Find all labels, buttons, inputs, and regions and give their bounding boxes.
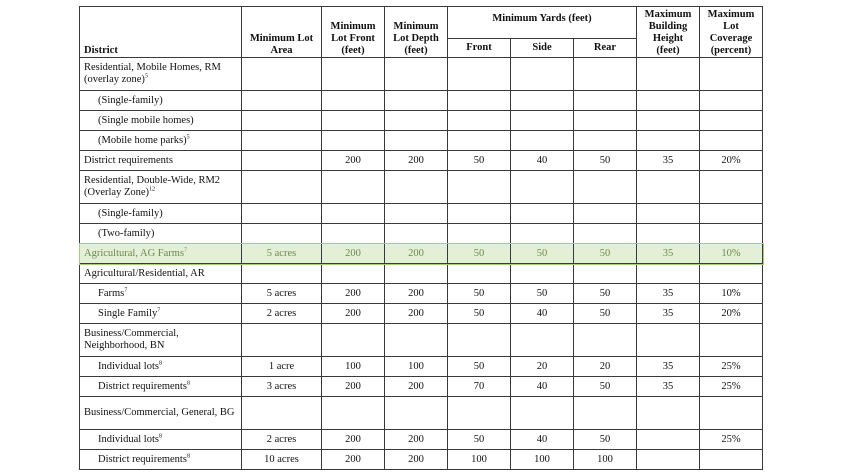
table-row bbox=[80, 204, 763, 224]
table-row bbox=[80, 264, 763, 284]
district-label: District requirements$^8$ bbox=[80, 377, 242, 397]
cell-max-coverage: 25% bbox=[700, 377, 763, 397]
cell-min-lot-depth bbox=[385, 58, 448, 91]
cell-yard-side bbox=[511, 131, 574, 151]
cell-max-coverage: 25% bbox=[700, 357, 763, 377]
cell-min-lot-depth: 100 bbox=[385, 357, 448, 377]
cell-yard-rear bbox=[574, 111, 637, 131]
cell-yard-side: 40 bbox=[511, 430, 574, 450]
cell-min-lot-front bbox=[322, 224, 385, 244]
cell-min-lot-depth: 200 bbox=[385, 151, 448, 171]
cell-min-lot-front bbox=[322, 131, 385, 151]
cell-min-lot-depth bbox=[385, 264, 448, 284]
cell-min-lot-depth bbox=[385, 397, 448, 430]
cell-min-lot-area bbox=[242, 264, 322, 284]
cell-min-lot-area: 2 acres bbox=[242, 430, 322, 450]
district-label: (Single-family) bbox=[80, 91, 242, 111]
cell-yard-front: 50 bbox=[448, 244, 511, 264]
cell-yard-rear bbox=[574, 91, 637, 111]
cell-max-coverage: 10% bbox=[700, 244, 763, 264]
cell-min-lot-area bbox=[242, 131, 322, 151]
cell-min-lot-area bbox=[242, 324, 322, 357]
cell-max-coverage: 25% bbox=[700, 430, 763, 450]
table-row bbox=[80, 284, 763, 304]
cell-yard-front: 70 bbox=[448, 377, 511, 397]
district-label: (Single-family) bbox=[80, 204, 242, 224]
cell-yard-rear: 50 bbox=[574, 377, 637, 397]
cell-yard-front: 50 bbox=[448, 151, 511, 171]
district-label: Business/Commercial, General, BG bbox=[80, 397, 242, 430]
cell-max-height: 35 bbox=[637, 357, 700, 377]
cell-max-coverage bbox=[700, 91, 763, 111]
cell-max-height bbox=[637, 171, 700, 204]
cell-min-lot-front: 200 bbox=[322, 430, 385, 450]
cell-min-lot-area: 1 acre bbox=[242, 357, 322, 377]
cell-max-coverage bbox=[700, 58, 763, 91]
cell-max-coverage bbox=[700, 204, 763, 224]
district-label: Single Family$^7$ bbox=[80, 304, 242, 324]
cell-min-lot-depth: 200 bbox=[385, 244, 448, 264]
cell-max-coverage bbox=[700, 171, 763, 204]
cell-min-lot-area bbox=[242, 224, 322, 244]
cell-yard-front bbox=[448, 324, 511, 357]
district-label: Residential, Mobile Homes, RM (overlay zone)$^5$ bbox=[80, 58, 242, 91]
district-label: Individual lots$^8$ bbox=[80, 430, 242, 450]
cell-min-lot-area bbox=[242, 397, 322, 430]
cell-max-height bbox=[637, 397, 700, 430]
cell-yard-front bbox=[448, 131, 511, 151]
cell-min-lot-area: 3 acres bbox=[242, 377, 322, 397]
header-row bbox=[80, 7, 763, 39]
cell-min-lot-front: 200 bbox=[322, 244, 385, 264]
cell-min-lot-depth bbox=[385, 224, 448, 244]
cell-yard-rear bbox=[574, 131, 637, 151]
cell-yard-side: 50 bbox=[511, 284, 574, 304]
table-row bbox=[80, 324, 763, 357]
cell-max-coverage bbox=[700, 397, 763, 430]
cell-yard-rear bbox=[574, 204, 637, 224]
cell-max-height bbox=[637, 264, 700, 284]
cell-min-lot-front bbox=[322, 397, 385, 430]
table-row bbox=[80, 430, 763, 450]
cell-yard-rear: 50 bbox=[574, 430, 637, 450]
cell-max-height: 35 bbox=[637, 151, 700, 171]
cell-max-height: 35 bbox=[637, 244, 700, 264]
cell-yard-rear bbox=[574, 58, 637, 91]
cell-min-lot-area bbox=[242, 171, 322, 204]
cell-min-lot-area bbox=[242, 91, 322, 111]
district-label: Individual lots$^8$ bbox=[80, 357, 242, 377]
cell-yard-front bbox=[448, 58, 511, 91]
footnote-ref: 8 bbox=[158, 433, 162, 439]
cell-min-lot-front bbox=[322, 264, 385, 284]
cell-min-lot-depth: 200 bbox=[385, 430, 448, 450]
header-min-yards: Minimum Yards (feet) bbox=[448, 7, 637, 39]
footnote-ref: 12 bbox=[149, 186, 156, 193]
cell-yard-front: 50 bbox=[448, 430, 511, 450]
district-label: Residential, Double-Wide, RM2 (Overlay Zone)$^{12}$ bbox=[80, 171, 242, 204]
footnote-ref: 7 bbox=[124, 287, 128, 293]
table-row bbox=[80, 357, 763, 377]
cell-min-lot-front: 200 bbox=[322, 304, 385, 324]
cell-min-lot-area bbox=[242, 204, 322, 224]
cell-yard-front bbox=[448, 91, 511, 111]
cell-min-lot-area bbox=[242, 58, 322, 91]
header-max-coverage: Maximum Lot Coverage (percent) bbox=[700, 7, 763, 58]
cell-yard-front bbox=[448, 111, 511, 131]
cell-max-height bbox=[637, 58, 700, 91]
cell-yard-rear: 20 bbox=[574, 357, 637, 377]
cell-max-coverage bbox=[700, 450, 763, 470]
table-row bbox=[80, 151, 763, 171]
cell-min-lot-depth bbox=[385, 131, 448, 151]
cell-yard-front bbox=[448, 224, 511, 244]
district-label: (Single mobile homes) bbox=[80, 111, 242, 131]
district-label: (Two-family) bbox=[80, 224, 242, 244]
cell-yard-rear: 50 bbox=[574, 304, 637, 324]
cell-max-height bbox=[637, 224, 700, 244]
header-min-lot-depth: Minimum Lot Depth (feet) bbox=[385, 7, 448, 58]
district-label: District requirements bbox=[80, 151, 242, 171]
cell-yard-side bbox=[511, 264, 574, 284]
table-row bbox=[80, 377, 763, 397]
district-label: Agricultural, AG Farms$^7$ bbox=[80, 244, 242, 264]
cell-min-lot-depth bbox=[385, 171, 448, 204]
cell-yard-rear bbox=[574, 397, 637, 430]
table-body bbox=[80, 58, 763, 470]
district-label: Farms$^7$ bbox=[80, 284, 242, 304]
header-district: District bbox=[80, 7, 242, 58]
cell-max-height bbox=[637, 131, 700, 151]
cell-yard-rear: 50 bbox=[574, 151, 637, 171]
cell-yard-rear: 50 bbox=[574, 284, 637, 304]
header-min-lot-front: Minimum Lot Front (feet) bbox=[322, 7, 385, 58]
cell-max-coverage bbox=[700, 131, 763, 151]
district-label: Agricultural/Residential, AR bbox=[80, 264, 242, 284]
header-rear: Rear bbox=[574, 39, 637, 58]
cell-max-height: 35 bbox=[637, 304, 700, 324]
table-row bbox=[80, 111, 763, 131]
cell-yard-rear bbox=[574, 171, 637, 204]
footnote-ref: 8 bbox=[186, 453, 190, 459]
cell-min-lot-depth bbox=[385, 111, 448, 131]
cell-min-lot-area: 5 acres bbox=[242, 284, 322, 304]
cell-yard-front bbox=[448, 171, 511, 204]
table-row bbox=[80, 397, 763, 430]
cell-min-lot-front: 100 bbox=[322, 357, 385, 377]
cell-min-lot-depth bbox=[385, 324, 448, 357]
cell-max-coverage bbox=[700, 111, 763, 131]
table-row bbox=[80, 450, 763, 470]
table-row bbox=[80, 131, 763, 151]
cell-max-coverage bbox=[700, 264, 763, 284]
cell-yard-front: 50 bbox=[448, 284, 511, 304]
cell-yard-side bbox=[511, 91, 574, 111]
cell-min-lot-front bbox=[322, 171, 385, 204]
cell-yard-rear bbox=[574, 324, 637, 357]
cell-max-height bbox=[637, 204, 700, 224]
cell-min-lot-area: 10 acres bbox=[242, 450, 322, 470]
cell-max-height bbox=[637, 91, 700, 111]
table-row bbox=[80, 244, 763, 264]
cell-max-coverage: 20% bbox=[700, 304, 763, 324]
cell-max-coverage: 10% bbox=[700, 284, 763, 304]
cell-yard-side: 100 bbox=[511, 450, 574, 470]
cell-yard-front: 50 bbox=[448, 304, 511, 324]
cell-yard-front bbox=[448, 264, 511, 284]
cell-yard-front: 50 bbox=[448, 357, 511, 377]
footnote-ref: 7 bbox=[184, 247, 188, 253]
cell-min-lot-area: 2 acres bbox=[242, 304, 322, 324]
district-label: Business/Commercial, Neighborhood, BN bbox=[80, 324, 242, 357]
header-front: Front bbox=[448, 39, 511, 58]
table-row bbox=[80, 91, 763, 111]
cell-yard-rear: 50 bbox=[574, 244, 637, 264]
header-max-height: Maximum Building Height (feet) bbox=[637, 7, 700, 58]
district-label: (Mobile home parks)$^5$ bbox=[80, 131, 242, 151]
header-min-lot-area: Minimum Lot Area bbox=[242, 7, 322, 58]
cell-yard-side bbox=[511, 224, 574, 244]
cell-min-lot-front bbox=[322, 324, 385, 357]
cell-max-height bbox=[637, 324, 700, 357]
cell-yard-side bbox=[511, 397, 574, 430]
cell-max-coverage: 20% bbox=[700, 151, 763, 171]
cell-min-lot-depth: 200 bbox=[385, 304, 448, 324]
cell-yard-side bbox=[511, 58, 574, 91]
cell-min-lot-front bbox=[322, 111, 385, 131]
cell-min-lot-depth: 200 bbox=[385, 377, 448, 397]
cell-min-lot-front bbox=[322, 58, 385, 91]
cell-yard-rear bbox=[574, 224, 637, 244]
cell-yard-side: 40 bbox=[511, 377, 574, 397]
cell-max-height: 35 bbox=[637, 284, 700, 304]
cell-min-lot-front: 200 bbox=[322, 377, 385, 397]
cell-yard-rear bbox=[574, 264, 637, 284]
footnote-ref: 7 bbox=[157, 307, 161, 313]
footnote-ref: 5 bbox=[144, 73, 148, 80]
district-label: District requirements$^8$ bbox=[80, 450, 242, 470]
cell-yard-rear: 100 bbox=[574, 450, 637, 470]
cell-yard-side bbox=[511, 171, 574, 204]
cell-yard-front: 100 bbox=[448, 450, 511, 470]
cell-max-height: 35 bbox=[637, 377, 700, 397]
cell-yard-front bbox=[448, 397, 511, 430]
header-side: Side bbox=[511, 39, 574, 58]
cell-min-lot-area bbox=[242, 151, 322, 171]
cell-max-coverage bbox=[700, 324, 763, 357]
cell-min-lot-depth: 200 bbox=[385, 450, 448, 470]
zoning-requirements-table bbox=[79, 6, 763, 470]
cell-max-height bbox=[637, 111, 700, 131]
cell-yard-side: 50 bbox=[511, 244, 574, 264]
cell-yard-side bbox=[511, 324, 574, 357]
cell-yard-side: 40 bbox=[511, 151, 574, 171]
cell-yard-side bbox=[511, 111, 574, 131]
cell-max-height bbox=[637, 430, 700, 450]
cell-yard-side: 40 bbox=[511, 304, 574, 324]
footnote-ref: 8 bbox=[158, 360, 162, 366]
cell-min-lot-front: 200 bbox=[322, 151, 385, 171]
cell-yard-front bbox=[448, 204, 511, 224]
cell-yard-side: 20 bbox=[511, 357, 574, 377]
cell-min-lot-depth bbox=[385, 204, 448, 224]
cell-min-lot-depth: 200 bbox=[385, 284, 448, 304]
footnote-ref: 5 bbox=[186, 134, 190, 140]
table-row bbox=[80, 224, 763, 244]
cell-min-lot-area: 5 acres bbox=[242, 244, 322, 264]
cell-min-lot-area bbox=[242, 111, 322, 131]
table-row bbox=[80, 304, 763, 324]
table-row bbox=[80, 58, 763, 91]
table-row bbox=[80, 171, 763, 204]
cell-min-lot-front bbox=[322, 204, 385, 224]
footnote-ref: 8 bbox=[186, 380, 190, 386]
cell-max-height bbox=[637, 450, 700, 470]
cell-min-lot-front: 200 bbox=[322, 450, 385, 470]
cell-min-lot-front bbox=[322, 91, 385, 111]
cell-min-lot-front: 200 bbox=[322, 284, 385, 304]
cell-max-coverage bbox=[700, 224, 763, 244]
cell-min-lot-depth bbox=[385, 91, 448, 111]
cell-yard-side bbox=[511, 204, 574, 224]
